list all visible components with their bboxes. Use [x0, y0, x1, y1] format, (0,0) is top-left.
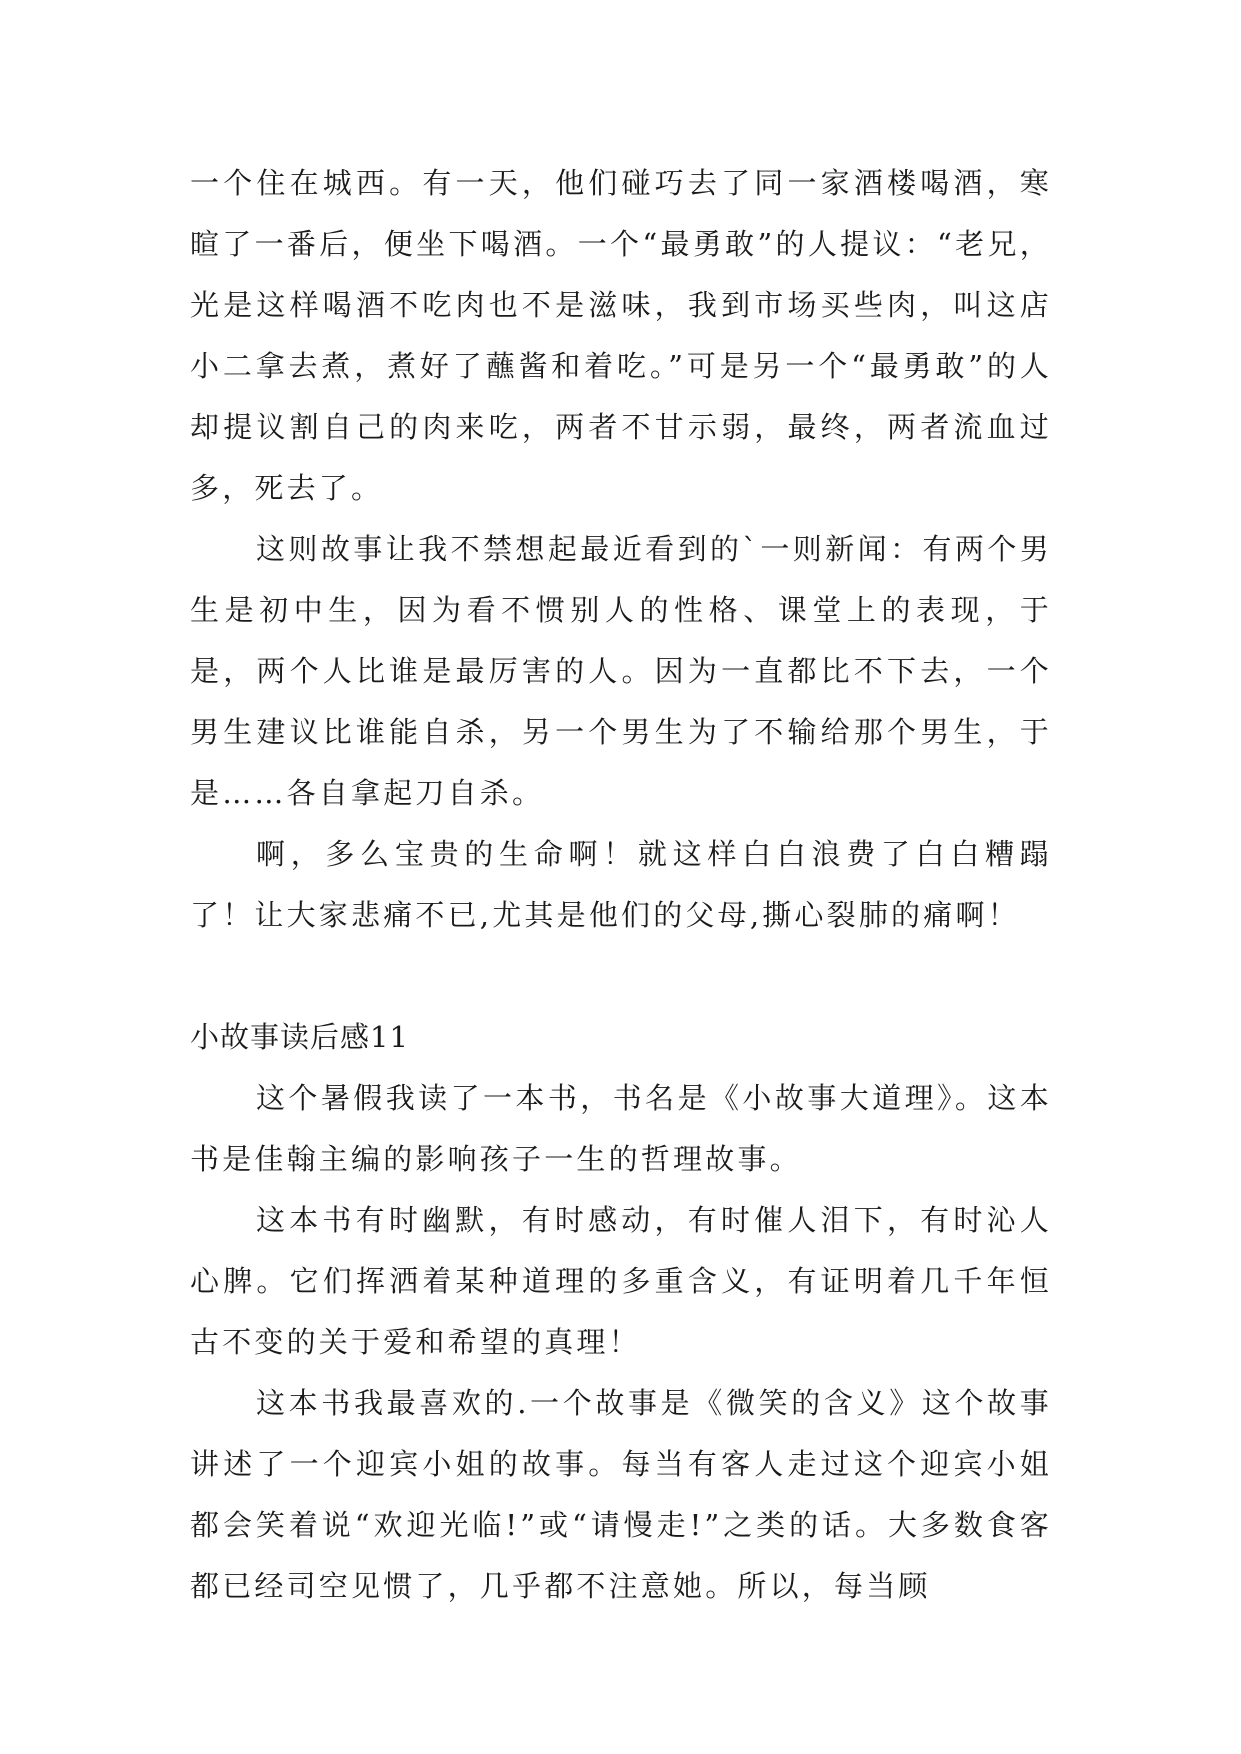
paragraph-4: 这个暑假我读了一本书，书名是《小故事大道理》。这本书是佳翰主编的影响孩子一生的哲理故事。: [190, 1081, 1052, 1176]
paragraph-5: 这本书有时幽默，有时感动，有时催人泪下，有时沁人心脾。它们挥洒着某种道理的多重含义，有证明着几千年恒古不变的关于爱和希望的真理！: [190, 1203, 1052, 1359]
document-body: [190, 153, 1052, 1617]
section-spacer: [190, 946, 1052, 1007]
paragraph-3: 啊，多么宝贵的生命啊！就这样白白浪费了白白糟蹋了！让大家悲痛不已,尤其是他们的父母,撕心裂肺的痛啊！: [190, 837, 1052, 932]
section-heading: 小故事读后感11: [190, 1020, 409, 1054]
paragraph-1: 一个住在城西。有一天，他们碰巧去了同一家酒楼喝酒，寒暄了一番后，便坐下喝酒。一个“最勇敢”的人提议：“老兄，光是这样喝酒不吃肉也不是滋味，我到市场买些肉，叫这店小二拿去煮，煮好了蘸酱和着吃。”可是另一个“最勇敢”的人却提议割自己的肉来吃，两者不甘示弱，最终，两者流血过多，死去了。: [190, 166, 1052, 505]
paragraph-2: 这则故事让我不禁想起最近看到的`一则新闻：有两个男生是初中生，因为看不惯别人的性格、课堂上的表现，于是，两个人比谁是最厉害的人。因为一直都比不下去，一个男生建议比谁能自杀，另一个男生为了不输给那个男生，于是……各自拿起刀自杀。: [190, 532, 1052, 810]
paragraph-6: 这本书我最喜欢的.一个故事是《微笑的含义》这个故事讲述了一个迎宾小姐的故事。每当有客人走过这个迎宾小姐都会笑着说“欢迎光临!”或“请慢走!”之类的话。大多数食客都已经司空见惯了，几乎都不注意她。所以，每当顾: [190, 1386, 1052, 1603]
